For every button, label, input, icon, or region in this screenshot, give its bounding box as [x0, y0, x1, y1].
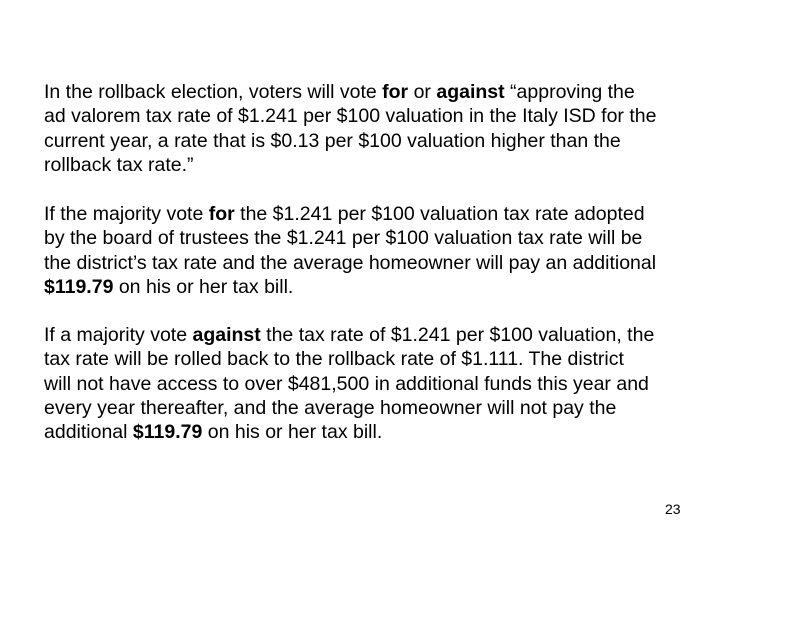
text-run: “approving the [504, 81, 635, 103]
page-number: 23 [665, 501, 681, 517]
text-run-bold: $119.79 [44, 275, 114, 298]
text-run: will not have access to over $481,500 in additional funds this year and [44, 372, 649, 395]
text-line [44, 226, 694, 250]
text-line [44, 104, 694, 128]
text-run-bold: against [436, 81, 505, 103]
text-line [44, 396, 694, 420]
paragraph-majority-against [44, 323, 694, 444]
text-run: on his or her tax bill. [202, 421, 383, 444]
text-line [44, 372, 694, 396]
text-line [44, 251, 694, 275]
text-run: tax rate will be rolled back to the rollback rate of $1.111. The district [44, 348, 624, 371]
text-line [44, 153, 694, 177]
text-run: the tax rate of $1.241 per $100 valuation, the [260, 324, 655, 346]
text-run: rollback tax rate.” [44, 153, 194, 176]
text-line [44, 80, 694, 104]
text-run: If a majority vote [44, 324, 193, 346]
text-line [44, 129, 694, 153]
text-run: ad valorem tax rate of $1.241 per $100 valuation in the Italy ISD for the [44, 105, 657, 128]
text-run: by the board of trustees the $1.241 per $100 valuation tax rate will be [44, 227, 643, 250]
paragraph-rollback-election [44, 80, 694, 177]
text-run: In the rollback election, voters will vote [44, 81, 383, 103]
text-run: every year thereafter, and the average homeowner will not pay the [44, 396, 617, 419]
text-run: current year, a rate that is $0.13 per $100 valuation higher than the [44, 129, 621, 152]
text-run-bold: $119.79 [132, 421, 203, 444]
text-run: on his or her tax bill. [113, 275, 294, 298]
text-run: the district’s tax rate and the average homeowner will pay an additional [44, 251, 657, 274]
text-line [44, 202, 694, 226]
paragraph-majority-for [44, 202, 694, 299]
text-line [44, 420, 694, 444]
text-run: additional [44, 421, 133, 444]
text-run: the $1.241 per $100 valuation tax rate adopted [234, 203, 645, 225]
text-line [44, 323, 694, 347]
text-line [44, 275, 694, 299]
text-run: If the majority vote [44, 203, 209, 225]
text-run-bold: against [192, 324, 261, 346]
text-run: or [408, 81, 437, 103]
text-run-bold: for [208, 203, 235, 225]
text-line [44, 347, 694, 371]
text-run-bold: for [382, 81, 409, 103]
